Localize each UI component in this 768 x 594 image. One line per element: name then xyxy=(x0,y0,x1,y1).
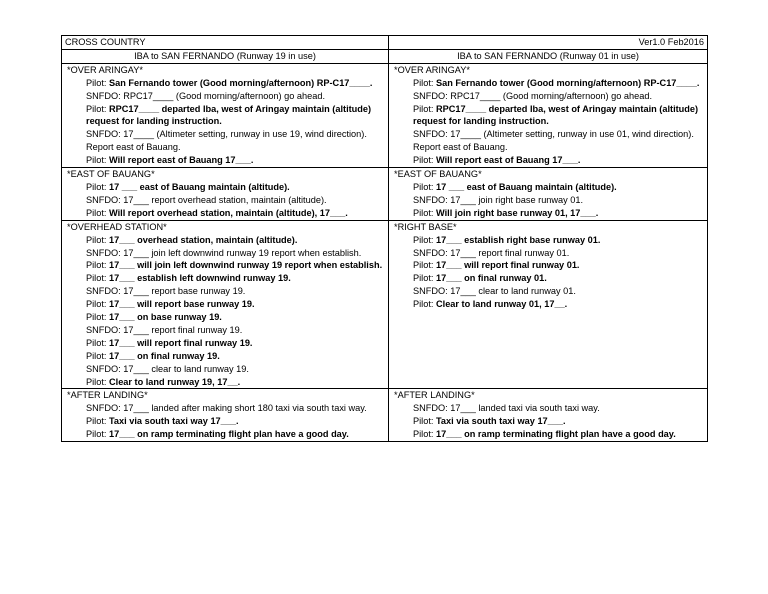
transmission-text: RPC17____ (Good morning/afternoon) go ahead. xyxy=(450,90,653,101)
phraseology-table xyxy=(61,35,708,442)
speaker-label: SNFDO: xyxy=(86,129,121,140)
speaker-label: Pilot: xyxy=(86,337,107,348)
right-phase-cell xyxy=(389,220,708,389)
transmission-line xyxy=(65,363,385,376)
transmission-text: 17___ report final runway 01. xyxy=(450,247,570,258)
phase-title: *OVER ARINGAY* xyxy=(394,64,470,75)
left-phase-cell xyxy=(62,220,389,389)
transmission-line xyxy=(392,234,704,247)
transmission-line xyxy=(65,181,385,194)
speaker-label: Pilot: xyxy=(86,273,107,284)
speaker-label: SNFDO: xyxy=(86,194,121,205)
transmission-line xyxy=(392,128,704,154)
phase-title: *AFTER LANDING* xyxy=(67,390,148,401)
transmission-line xyxy=(392,259,704,272)
transmission-line xyxy=(392,181,704,194)
transmission-line xyxy=(65,376,385,389)
speaker-label: Pilot: xyxy=(86,181,107,192)
transmission-line xyxy=(65,247,385,260)
phase-row xyxy=(62,168,708,221)
transmission-line xyxy=(65,428,385,441)
speaker-label: Pilot: xyxy=(86,416,107,427)
transmission-text: 17____ (Altimeter setting, runway in use 19, wind direction). Report east of Bauang. xyxy=(86,129,367,153)
speaker-label: SNFDO: xyxy=(86,324,121,335)
speaker-label: Pilot: xyxy=(86,155,107,166)
transmission-text: 17___ report overhead station, maintain (altitude). xyxy=(123,194,327,205)
transmission-text: Will report overhead station, maintain (altitude), 17___. xyxy=(109,207,348,218)
transmission-line xyxy=(392,285,704,298)
route-row xyxy=(62,49,708,63)
transmission-text: 17___ landed after making short 180 taxi via south taxi way. xyxy=(123,403,367,414)
transmission-line xyxy=(65,154,385,167)
transmission-text: 17___ on final runway 01. xyxy=(436,273,547,284)
transmission-text: 17___ overhead station, maintain (altitude). xyxy=(109,234,298,245)
transmission-line xyxy=(65,324,385,337)
doc-title: CROSS COUNTRY xyxy=(62,36,389,50)
speaker-label: Pilot: xyxy=(413,429,434,440)
transmission-line xyxy=(65,77,385,90)
phase-row xyxy=(62,220,708,389)
transmission-line xyxy=(65,311,385,324)
speaker-label: SNFDO: xyxy=(413,247,448,258)
header-row xyxy=(62,36,708,50)
speaker-label: Pilot: xyxy=(413,207,434,218)
transmission-text: RPC17____ departed Iba, west of Aringay maintain (altitude) request for landing instruction. xyxy=(413,103,699,127)
phase-row xyxy=(62,389,708,442)
transmission-text: Clear to land runway 19, 17__. xyxy=(109,376,241,387)
transmission-text: 17___ establish right base runway 01. xyxy=(436,234,601,245)
transmission-line xyxy=(65,207,385,220)
transmission-line xyxy=(65,350,385,363)
transmission-line xyxy=(392,298,704,311)
transmission-text: 17___ on final runway 19. xyxy=(109,350,220,361)
left-phase-cell xyxy=(62,389,389,442)
speaker-label: SNFDO: xyxy=(413,90,448,101)
right-phase-cell xyxy=(389,168,708,221)
speaker-label: Pilot: xyxy=(86,429,107,440)
transmission-text: 17 ___ east of Bauang maintain (altitude). xyxy=(109,181,290,192)
transmission-line xyxy=(392,247,704,260)
phase-row xyxy=(62,63,708,167)
transmission-text: 17___ on ramp terminating flight plan have a good day. xyxy=(436,429,676,440)
transmission-line xyxy=(65,415,385,428)
speaker-label: Pilot: xyxy=(413,234,434,245)
transmission-text: RPC17____ (Good morning/afternoon) go ahead. xyxy=(123,90,326,101)
phase-title: *AFTER LANDING* xyxy=(394,390,475,401)
transmission-line xyxy=(392,428,704,441)
speaker-label: SNFDO: xyxy=(413,194,448,205)
left-route-heading: IBA to SAN FERNANDO (Runway 19 in use) xyxy=(62,49,389,63)
transmission-line xyxy=(392,103,704,129)
transmission-line xyxy=(65,298,385,311)
transmission-text: 17___ join left downwind runway 19 report when establish. xyxy=(123,247,362,258)
transmission-line xyxy=(65,259,385,272)
speaker-label: Pilot: xyxy=(86,376,107,387)
right-route-heading: IBA to SAN FERNANDO (Runway 01 in use) xyxy=(389,49,708,63)
left-phase-cell xyxy=(62,63,389,167)
transmission-text: Taxi via south taxi way 17___. xyxy=(436,416,566,427)
phase-title: *OVERHEAD STATION* xyxy=(67,221,167,232)
transmission-text: 17___ report final runway 19. xyxy=(123,324,243,335)
transmission-text: 17___ will join left downwind runway 19 report when establish. xyxy=(109,260,383,271)
speaker-label: Pilot: xyxy=(86,234,107,245)
speaker-label: SNFDO: xyxy=(86,403,121,414)
speaker-label: Pilot: xyxy=(413,155,434,166)
speaker-label: Pilot: xyxy=(413,77,434,88)
transmission-text: 17___ on base runway 19. xyxy=(109,312,222,323)
transmission-text: 17___ landed taxi via south taxi way. xyxy=(450,403,600,414)
speaker-label: Pilot: xyxy=(86,299,107,310)
speaker-label: Pilot: xyxy=(413,103,434,114)
phase-title: *EAST OF BAUANG* xyxy=(67,169,155,180)
transmission-text: 17___ will report final runway 19. xyxy=(109,337,253,348)
transmission-line xyxy=(392,154,704,167)
transmission-text: Will report east of Bauang 17___. xyxy=(109,155,254,166)
speaker-label: SNFDO: xyxy=(86,247,121,258)
transmission-text: 17___ report base runway 19. xyxy=(123,286,246,297)
speaker-label: SNFDO: xyxy=(86,90,121,101)
speaker-label: Pilot: xyxy=(413,273,434,284)
speaker-label: Pilot: xyxy=(86,77,107,88)
speaker-label: Pilot: xyxy=(413,416,434,427)
transmission-text: San Fernando tower (Good morning/afternoon) RP-C17____. xyxy=(436,77,700,88)
transmission-line xyxy=(392,194,704,207)
transmission-line xyxy=(65,337,385,350)
transmission-line xyxy=(392,272,704,285)
transmission-line xyxy=(392,77,704,90)
transmission-text: Taxi via south taxi way 17___. xyxy=(109,416,239,427)
transmission-line xyxy=(65,128,385,154)
transmission-text: 17___ will report final runway 01. xyxy=(436,260,580,271)
transmission-text: 17___ clear to land runway 19. xyxy=(123,363,249,374)
speaker-label: SNFDO: xyxy=(413,286,448,297)
transmission-line xyxy=(392,415,704,428)
transmission-line xyxy=(392,402,704,415)
speaker-label: SNFDO: xyxy=(86,286,121,297)
transmission-line xyxy=(65,285,385,298)
transmission-text: RPC17____ departed Iba, west of Aringay maintain (altitude) request for landing instruction. xyxy=(86,103,372,127)
transmission-line xyxy=(65,103,385,129)
speaker-label: SNFDO: xyxy=(413,129,448,140)
transmission-text: 17___ join right base runway 01. xyxy=(450,194,584,205)
transmission-line xyxy=(65,194,385,207)
left-phase-cell xyxy=(62,168,389,221)
speaker-label: Pilot: xyxy=(86,207,107,218)
transmission-text: 17___ on ramp terminating flight plan have a good day. xyxy=(109,429,349,440)
speaker-label: SNFDO: xyxy=(413,403,448,414)
transmission-text: Clear to land runway 01, 17__. xyxy=(436,299,568,310)
phase-title: *RIGHT BASE* xyxy=(394,221,457,232)
transmission-line xyxy=(65,234,385,247)
speaker-label: Pilot: xyxy=(86,312,107,323)
speaker-label: SNFDO: xyxy=(86,363,121,374)
transmission-text: Will join right base runway 01, 17___. xyxy=(436,207,599,218)
speaker-label: Pilot: xyxy=(86,350,107,361)
doc-version: Ver1.0 Feb2016 xyxy=(389,36,708,50)
transmission-line xyxy=(392,207,704,220)
transmission-line xyxy=(65,402,385,415)
transmission-line xyxy=(65,272,385,285)
transmission-text: 17 ___ east of Bauang maintain (altitude). xyxy=(436,181,617,192)
transmission-text: San Fernando tower (Good morning/afternoon) RP-C17____. xyxy=(109,77,373,88)
speaker-label: Pilot: xyxy=(413,299,434,310)
transmission-text: Will report east of Bauang 17___. xyxy=(436,155,581,166)
right-phase-cell xyxy=(389,63,708,167)
transmission-text: 17___ establish left downwind runway 19. xyxy=(109,273,291,284)
transmission-text: 17____ (Altimeter setting, runway in use 01, wind direction). Report east of Bauang. xyxy=(413,129,694,153)
right-phase-cell xyxy=(389,389,708,442)
transmission-line xyxy=(392,90,704,103)
transmission-text: 17___ will report base runway 19. xyxy=(109,299,255,310)
transmission-text: 17___ clear to land runway 01. xyxy=(450,286,576,297)
speaker-label: Pilot: xyxy=(86,260,107,271)
phase-title: *EAST OF BAUANG* xyxy=(394,169,482,180)
speaker-label: Pilot: xyxy=(86,103,107,114)
speaker-label: Pilot: xyxy=(413,260,434,271)
phraseology-sheet xyxy=(61,35,707,442)
transmission-line xyxy=(65,90,385,103)
speaker-label: Pilot: xyxy=(413,181,434,192)
phase-title: *OVER ARINGAY* xyxy=(67,64,143,75)
